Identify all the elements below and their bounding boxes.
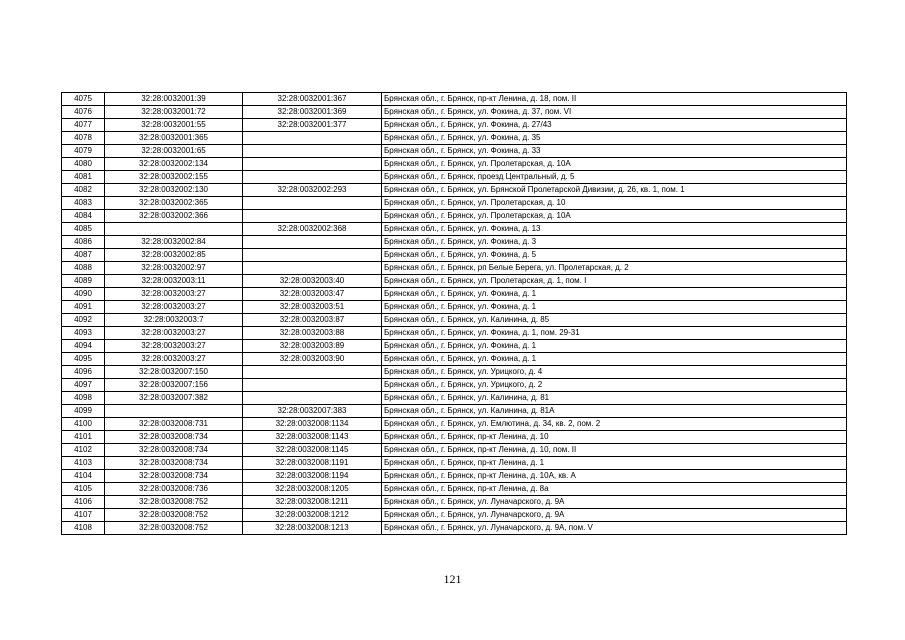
object-cadastral-number-cell — [243, 158, 382, 171]
address-cell: Брянская обл., г. Брянск, ул. Фокина, д. 35 — [382, 132, 847, 145]
row-number-cell: 4077 — [62, 119, 105, 132]
object-cadastral-number-cell — [243, 236, 382, 249]
object-cadastral-number-cell — [243, 262, 382, 275]
object-cadastral-number-cell — [243, 392, 382, 405]
row-number-cell: 4104 — [62, 470, 105, 483]
cadastral-number-cell: 32:28:0032002:84 — [105, 236, 243, 249]
cadastral-number-cell: 32:28:0032007:156 — [105, 379, 243, 392]
table-row — [62, 93, 847, 106]
table-row — [62, 405, 847, 418]
cadastral-number-cell: 32:28:0032001:55 — [105, 119, 243, 132]
row-number-cell: 4080 — [62, 158, 105, 171]
table-row — [62, 379, 847, 392]
cadastral-number-cell: 32:28:0032007:382 — [105, 392, 243, 405]
object-cadastral-number-cell: 32:28:0032003:90 — [243, 353, 382, 366]
object-cadastral-number-cell: 32:28:0032008:1205 — [243, 483, 382, 496]
address-cell: Брянская обл., г. Брянск, ул. Фокина, д. 1 — [382, 301, 847, 314]
object-cadastral-number-cell: 32:28:0032008:1212 — [243, 509, 382, 522]
cadastral-number-cell: 32:28:0032008:736 — [105, 483, 243, 496]
table-row — [62, 327, 847, 340]
cadastral-number-cell — [105, 405, 243, 418]
address-cell: Брянская обл., г. Брянск, рп Белые Берега, ул. Пролетарская, д. 2 — [382, 262, 847, 275]
cadastral-number-cell: 32:28:0032003:27 — [105, 301, 243, 314]
cadastral-number-cell: 32:28:0032008:752 — [105, 509, 243, 522]
object-cadastral-number-cell: 32:28:0032001:377 — [243, 119, 382, 132]
address-cell: Брянская обл., г. Брянск, ул. Пролетарская, д. 10А — [382, 210, 847, 223]
table-row — [62, 418, 847, 431]
table-row — [62, 353, 847, 366]
row-number-cell: 4105 — [62, 483, 105, 496]
registry-table-body — [62, 93, 847, 535]
cadastral-number-cell: 32:28:0032001:65 — [105, 145, 243, 158]
address-cell: Брянская обл., г. Брянск, ул. Калинина, д. 81 — [382, 392, 847, 405]
row-number-cell: 4079 — [62, 145, 105, 158]
cadastral-number-cell: 32:28:0032008:752 — [105, 522, 243, 535]
row-number-cell: 4081 — [62, 171, 105, 184]
row-number-cell: 4089 — [62, 275, 105, 288]
object-cadastral-number-cell: 32:28:0032002:368 — [243, 223, 382, 236]
address-cell: Брянская обл., г. Брянск, пр-кт Ленина, д. 10 — [382, 431, 847, 444]
table-row — [62, 262, 847, 275]
address-cell: Брянская обл., г. Брянск, ул. Емлютина, д. 34, кв. 2, пом. 2 — [382, 418, 847, 431]
row-number-cell: 4099 — [62, 405, 105, 418]
table-row — [62, 132, 847, 145]
table-row — [62, 171, 847, 184]
object-cadastral-number-cell: 32:28:0032003:47 — [243, 288, 382, 301]
row-number-cell: 4088 — [62, 262, 105, 275]
cadastral-number-cell: 32:28:0032008:734 — [105, 444, 243, 457]
address-cell: Брянская обл., г. Брянск, пр-кт Ленина, д. 8а — [382, 483, 847, 496]
object-cadastral-number-cell: 32:28:0032008:1194 — [243, 470, 382, 483]
address-cell: Брянская обл., г. Брянск, ул. Фокина, д. 1 — [382, 288, 847, 301]
table-row — [62, 106, 847, 119]
row-number-cell: 4094 — [62, 340, 105, 353]
address-cell: Брянская обл., г. Брянск, ул. Урицкого, д. 4 — [382, 366, 847, 379]
table-row — [62, 522, 847, 535]
object-cadastral-number-cell: 32:28:0032007:383 — [243, 405, 382, 418]
row-number-cell: 4087 — [62, 249, 105, 262]
object-cadastral-number-cell: 32:28:0032008:1211 — [243, 496, 382, 509]
table-row — [62, 392, 847, 405]
table-row — [62, 288, 847, 301]
object-cadastral-number-cell: 32:28:0032003:40 — [243, 275, 382, 288]
object-cadastral-number-cell — [243, 210, 382, 223]
cadastral-number-cell: 32:28:0032003:27 — [105, 327, 243, 340]
cadastral-number-cell: 32:28:0032003:27 — [105, 353, 243, 366]
table-row — [62, 249, 847, 262]
object-cadastral-number-cell: 32:28:0032002:293 — [243, 184, 382, 197]
cadastral-number-cell: 32:28:0032002:155 — [105, 171, 243, 184]
object-cadastral-number-cell: 32:28:0032008:1145 — [243, 444, 382, 457]
page-number: 121 — [443, 572, 462, 586]
table-row — [62, 210, 847, 223]
address-cell: Брянская обл., г. Брянск, ул. Луначарского, д. 9А — [382, 509, 847, 522]
table-row — [62, 236, 847, 249]
table-row — [62, 314, 847, 327]
row-number-cell: 4098 — [62, 392, 105, 405]
cadastral-number-cell: 32:28:0032007:150 — [105, 366, 243, 379]
table-row — [62, 119, 847, 132]
cadastral-number-cell: 32:28:0032001:72 — [105, 106, 243, 119]
cadastral-number-cell: 32:28:0032002:366 — [105, 210, 243, 223]
row-number-cell: 4108 — [62, 522, 105, 535]
address-cell: Брянская обл., г. Брянск, ул. Фокина, д. 33 — [382, 145, 847, 158]
row-number-cell: 4076 — [62, 106, 105, 119]
address-cell: Брянская обл., г. Брянск, ул. Фокина, д. 1 — [382, 340, 847, 353]
address-cell: Брянская обл., г. Брянск, пр-кт Ленина, д. 18, пом. II — [382, 93, 847, 106]
row-number-cell: 4106 — [62, 496, 105, 509]
cadastral-number-cell: 32:28:0032002:134 — [105, 158, 243, 171]
row-number-cell: 4103 — [62, 457, 105, 470]
row-number-cell: 4086 — [62, 236, 105, 249]
row-number-cell: 4085 — [62, 223, 105, 236]
address-cell: Брянская обл., г. Брянск, ул. Фокина, д. 27/43 — [382, 119, 847, 132]
address-cell: Брянская обл., г. Брянск, ул. Фокина, д. 37, пом. VI — [382, 106, 847, 119]
address-cell: Брянская обл., г. Брянск, проезд Центральный, д. 5 — [382, 171, 847, 184]
object-cadastral-number-cell: 32:28:0032003:88 — [243, 327, 382, 340]
table-row — [62, 340, 847, 353]
object-cadastral-number-cell — [243, 145, 382, 158]
cadastral-number-cell: 32:28:0032008:734 — [105, 470, 243, 483]
object-cadastral-number-cell — [243, 379, 382, 392]
row-number-cell: 4096 — [62, 366, 105, 379]
cadastral-number-cell: 32:28:0032003:27 — [105, 288, 243, 301]
address-cell: Брянская обл., г. Брянск, ул. Калинина, д. 85 — [382, 314, 847, 327]
cadastral-number-cell: 32:28:0032003:27 — [105, 340, 243, 353]
cadastral-number-cell: 32:28:0032001:365 — [105, 132, 243, 145]
object-cadastral-number-cell: 32:28:0032008:1134 — [243, 418, 382, 431]
cadastral-number-cell: 32:28:0032008:734 — [105, 457, 243, 470]
registry-table — [61, 92, 847, 535]
row-number-cell: 4075 — [62, 93, 105, 106]
object-cadastral-number-cell — [243, 132, 382, 145]
object-cadastral-number-cell: 32:28:0032003:87 — [243, 314, 382, 327]
row-number-cell: 4091 — [62, 301, 105, 314]
object-cadastral-number-cell: 32:28:0032008:1213 — [243, 522, 382, 535]
table-row — [62, 184, 847, 197]
address-cell: Брянская обл., г. Брянск, ул. Фокина, д. 1, пом. 29-31 — [382, 327, 847, 340]
cadastral-number-cell: 32:28:0032003:7 — [105, 314, 243, 327]
cadastral-number-cell: 32:28:0032002:85 — [105, 249, 243, 262]
address-cell: Брянская обл., г. Брянск, ул. Пролетарская, д. 1, пом. I — [382, 275, 847, 288]
object-cadastral-number-cell: 32:28:0032001:367 — [243, 93, 382, 106]
table-row — [62, 431, 847, 444]
row-number-cell: 4092 — [62, 314, 105, 327]
cadastral-number-cell: 32:28:0032008:731 — [105, 418, 243, 431]
table-row — [62, 223, 847, 236]
address-cell: Брянская обл., г. Брянск, ул. Фокина, д. 3 — [382, 236, 847, 249]
address-cell: Брянская обл., г. Брянск, ул. Фокина, д. 13 — [382, 223, 847, 236]
address-cell: Брянская обл., г. Брянск, ул. Брянской Пролетарской Дивизии, д. 26, кв. 1, пом. 1 — [382, 184, 847, 197]
object-cadastral-number-cell — [243, 366, 382, 379]
object-cadastral-number-cell: 32:28:0032003:89 — [243, 340, 382, 353]
row-number-cell: 4095 — [62, 353, 105, 366]
row-number-cell: 4090 — [62, 288, 105, 301]
row-number-cell: 4101 — [62, 431, 105, 444]
address-cell: Брянская обл., г. Брянск, ул. Калинина, д. 81А — [382, 405, 847, 418]
object-cadastral-number-cell: 32:28:0032003:51 — [243, 301, 382, 314]
address-cell: Брянская обл., г. Брянск, ул. Луначарского, д. 9А, пом. V — [382, 522, 847, 535]
object-cadastral-number-cell — [243, 249, 382, 262]
table-row — [62, 145, 847, 158]
table-row — [62, 444, 847, 457]
row-number-cell: 4078 — [62, 132, 105, 145]
address-cell: Брянская обл., г. Брянск, ул. Урицкого, д. 2 — [382, 379, 847, 392]
address-cell: Брянская обл., г. Брянск, ул. Пролетарская, д. 10 — [382, 197, 847, 210]
row-number-cell: 4100 — [62, 418, 105, 431]
address-cell: Брянская обл., г. Брянск, ул. Фокина, д. 5 — [382, 249, 847, 262]
table-row — [62, 197, 847, 210]
table-row — [62, 457, 847, 470]
table-row — [62, 509, 847, 522]
cadastral-number-cell: 32:28:0032002:365 — [105, 197, 243, 210]
object-cadastral-number-cell — [243, 197, 382, 210]
object-cadastral-number-cell — [243, 171, 382, 184]
row-number-cell: 4082 — [62, 184, 105, 197]
row-number-cell: 4093 — [62, 327, 105, 340]
table-row — [62, 301, 847, 314]
table-row — [62, 483, 847, 496]
table-row — [62, 275, 847, 288]
row-number-cell: 4083 — [62, 197, 105, 210]
row-number-cell: 4097 — [62, 379, 105, 392]
table-row — [62, 158, 847, 171]
row-number-cell: 4102 — [62, 444, 105, 457]
address-cell: Брянская обл., г. Брянск, пр-кт Ленина, д. 10, пом. II — [382, 444, 847, 457]
object-cadastral-number-cell: 32:28:0032008:1191 — [243, 457, 382, 470]
address-cell: Брянская обл., г. Брянск, ул. Фокина, д. 1 — [382, 353, 847, 366]
address-cell: Брянская обл., г. Брянск, ул. Пролетарская, д. 10А — [382, 158, 847, 171]
cadastral-number-cell: 32:28:0032003:11 — [105, 275, 243, 288]
cadastral-number-cell — [105, 223, 243, 236]
table-row — [62, 496, 847, 509]
cadastral-number-cell: 32:28:0032008:734 — [105, 431, 243, 444]
address-cell: Брянская обл., г. Брянск, пр-кт Ленина, д. 1 — [382, 457, 847, 470]
object-cadastral-number-cell: 32:28:0032008:1143 — [243, 431, 382, 444]
table-row — [62, 366, 847, 379]
cadastral-number-cell: 32:28:0032002:97 — [105, 262, 243, 275]
cadastral-number-cell: 32:28:0032008:752 — [105, 496, 243, 509]
row-number-cell: 4107 — [62, 509, 105, 522]
object-cadastral-number-cell: 32:28:0032001:369 — [243, 106, 382, 119]
cadastral-number-cell: 32:28:0032001:39 — [105, 93, 243, 106]
address-cell: Брянская обл., г. Брянск, пр-кт Ленина, д. 10А, кв. А — [382, 470, 847, 483]
address-cell: Брянская обл., г. Брянск, ул. Луначарского, д. 9А — [382, 496, 847, 509]
row-number-cell: 4084 — [62, 210, 105, 223]
table-row — [62, 470, 847, 483]
cadastral-number-cell: 32:28:0032002:130 — [105, 184, 243, 197]
